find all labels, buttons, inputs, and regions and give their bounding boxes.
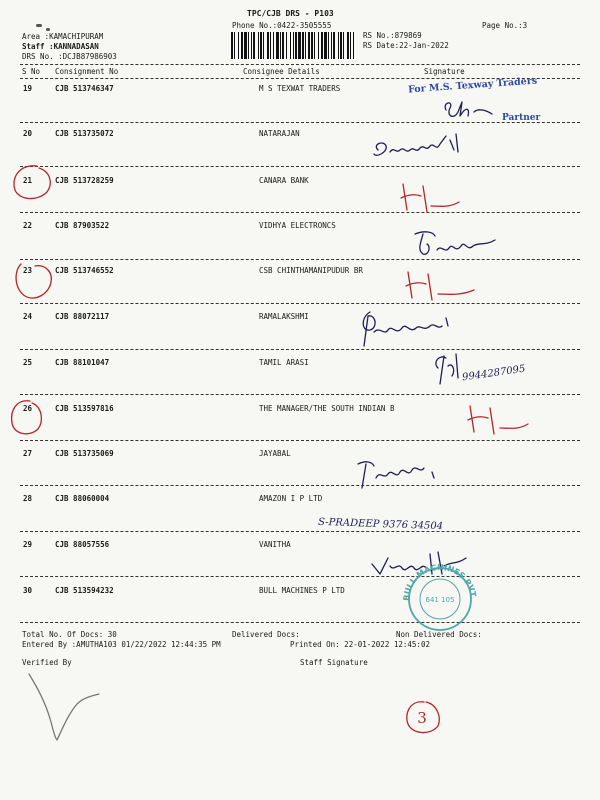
row-consignee: VANITHA bbox=[259, 540, 291, 549]
row-sno: 29 bbox=[23, 540, 33, 549]
row-sno: 20 bbox=[23, 129, 33, 138]
printed-on: Printed On: 22-01-2022 12:45:02 bbox=[290, 640, 430, 649]
row-divider bbox=[20, 166, 580, 167]
punch-mark bbox=[36, 24, 42, 27]
staff-label: Staff :KANNADASAN bbox=[22, 42, 99, 51]
texwat-stamp-partner: Partner bbox=[502, 113, 541, 123]
signature-row27 bbox=[352, 456, 442, 492]
row-divider bbox=[20, 349, 580, 350]
row-divider bbox=[20, 122, 580, 123]
verified-by: Verified By bbox=[22, 658, 72, 667]
stamp-center-text: 641 105 bbox=[425, 596, 455, 604]
row-consignee: NATARAJAN bbox=[259, 129, 300, 138]
row-divider bbox=[20, 303, 580, 304]
header-divider bbox=[20, 64, 580, 65]
entered-by: Entered By :AMUTHA103 01/22/2022 12:44:35 PM bbox=[22, 640, 221, 649]
column-consignee: Consignee Details bbox=[243, 67, 320, 76]
row-consignment: CJB 513746347 bbox=[55, 84, 114, 93]
signature-row21 bbox=[395, 180, 465, 216]
drs-number: DRS No. :DCJB87986903 bbox=[22, 52, 117, 61]
area-label: Area :KAMACHIPURAM bbox=[22, 32, 104, 41]
row-sno: 21 bbox=[23, 176, 33, 185]
non-delivered-docs: Non Delivered Docs: bbox=[396, 630, 482, 639]
row-consignment: CJB 88072117 bbox=[55, 312, 110, 321]
row-consignment: CJB 513728259 bbox=[55, 176, 114, 185]
row-divider bbox=[20, 485, 580, 486]
signature-row26 bbox=[462, 402, 532, 438]
column-consignment: Consignment No bbox=[55, 67, 119, 76]
signature-row23 bbox=[400, 268, 480, 302]
rs-number: RS No.:879869 bbox=[363, 31, 422, 40]
row-divider bbox=[20, 576, 580, 577]
row-divider bbox=[20, 440, 580, 441]
column-signature: Signature bbox=[424, 67, 465, 76]
row-consignment: CJB 88057556 bbox=[55, 540, 110, 549]
svg-text:BULL MACHINES PVT bbox=[402, 563, 478, 601]
table-end-divider bbox=[20, 622, 580, 623]
row-consignee: THE MANAGER/THE SOUTH INDIAN B bbox=[259, 404, 395, 413]
row-consignment: CJB 513594232 bbox=[55, 586, 114, 595]
column-sno: S No bbox=[22, 67, 41, 76]
row-divider bbox=[20, 394, 580, 395]
row-divider bbox=[20, 259, 580, 260]
page-mark-text: 3 bbox=[417, 709, 427, 727]
row-consignee: CSB CHINTHAMANIPUDUR BR bbox=[259, 266, 363, 275]
row-sno: 28 bbox=[23, 494, 33, 503]
row-consignment: CJB 513735069 bbox=[55, 449, 114, 458]
row-sno: 26 bbox=[23, 404, 33, 413]
signature-row19 bbox=[440, 98, 500, 124]
signature-row24 bbox=[350, 308, 465, 350]
row-sno: 24 bbox=[23, 312, 33, 321]
row-sno: 22 bbox=[23, 221, 33, 230]
row-consignment: CJB 87903522 bbox=[55, 221, 110, 230]
row-consignee: M S TEXWAT TRADERS bbox=[259, 84, 341, 93]
row-sno: 19 bbox=[23, 84, 33, 93]
row-consignment: CJB 513735072 bbox=[55, 129, 114, 138]
delivered-docs: Delivered Docs: bbox=[232, 630, 300, 639]
row-sno: 30 bbox=[23, 586, 33, 595]
total-docs: Total No. Of Docs: 30 bbox=[22, 630, 117, 639]
row-divider bbox=[20, 531, 580, 532]
signature-row22 bbox=[405, 228, 505, 260]
signature-row20 bbox=[370, 130, 470, 168]
row-consignment: CJB 88060004 bbox=[55, 494, 110, 503]
barcode bbox=[231, 32, 356, 59]
row-consignee: AMAZON I P LTD bbox=[259, 494, 323, 503]
page-number: Page No.:3 bbox=[482, 21, 528, 30]
red-circle-26 bbox=[6, 395, 46, 440]
stamp-ring-text: BULL MACHINES PVT bbox=[401, 562, 478, 602]
row-sno: 27 bbox=[23, 449, 33, 458]
row-consignment: CJB 513746552 bbox=[55, 266, 114, 275]
row-consignee: BULL MACHINES P LTD bbox=[259, 586, 345, 595]
row-consignee: VIDHYA ELECTRONCS bbox=[259, 221, 336, 230]
row-sno: 25 bbox=[23, 358, 33, 367]
phone-number: Phone No.:0422-3505555 bbox=[232, 21, 332, 30]
rs-date: RS Date:22-Jan-2022 bbox=[363, 41, 449, 50]
row-consignee: CANARA BANK bbox=[259, 176, 309, 185]
red-circle-23 bbox=[7, 256, 57, 306]
handwritten-row28: S-PRADEEP 9376 34504 bbox=[317, 516, 444, 533]
drs-title: TPC/CJB DRS - P103 bbox=[247, 9, 334, 18]
row-consignee: JAYABAL bbox=[259, 449, 291, 458]
row-consignee: RAMALAKSHMI bbox=[259, 312, 309, 321]
row-consignment: CJB 513597816 bbox=[55, 404, 114, 413]
row-consignment: CJB 88101047 bbox=[55, 358, 110, 367]
staff-signature-label: Staff Signature bbox=[300, 658, 368, 667]
row-sno: 23 bbox=[23, 266, 33, 275]
verified-signature bbox=[25, 660, 105, 750]
texwat-stamp: For M.S. Texway Traders bbox=[407, 75, 538, 96]
row-consignee: TAMIL ARASI bbox=[259, 358, 309, 367]
row-divider bbox=[20, 212, 580, 213]
punch-mark bbox=[46, 28, 50, 31]
circled-page-mark bbox=[400, 696, 444, 738]
handwritten-phone: 9944287095 bbox=[461, 363, 527, 384]
